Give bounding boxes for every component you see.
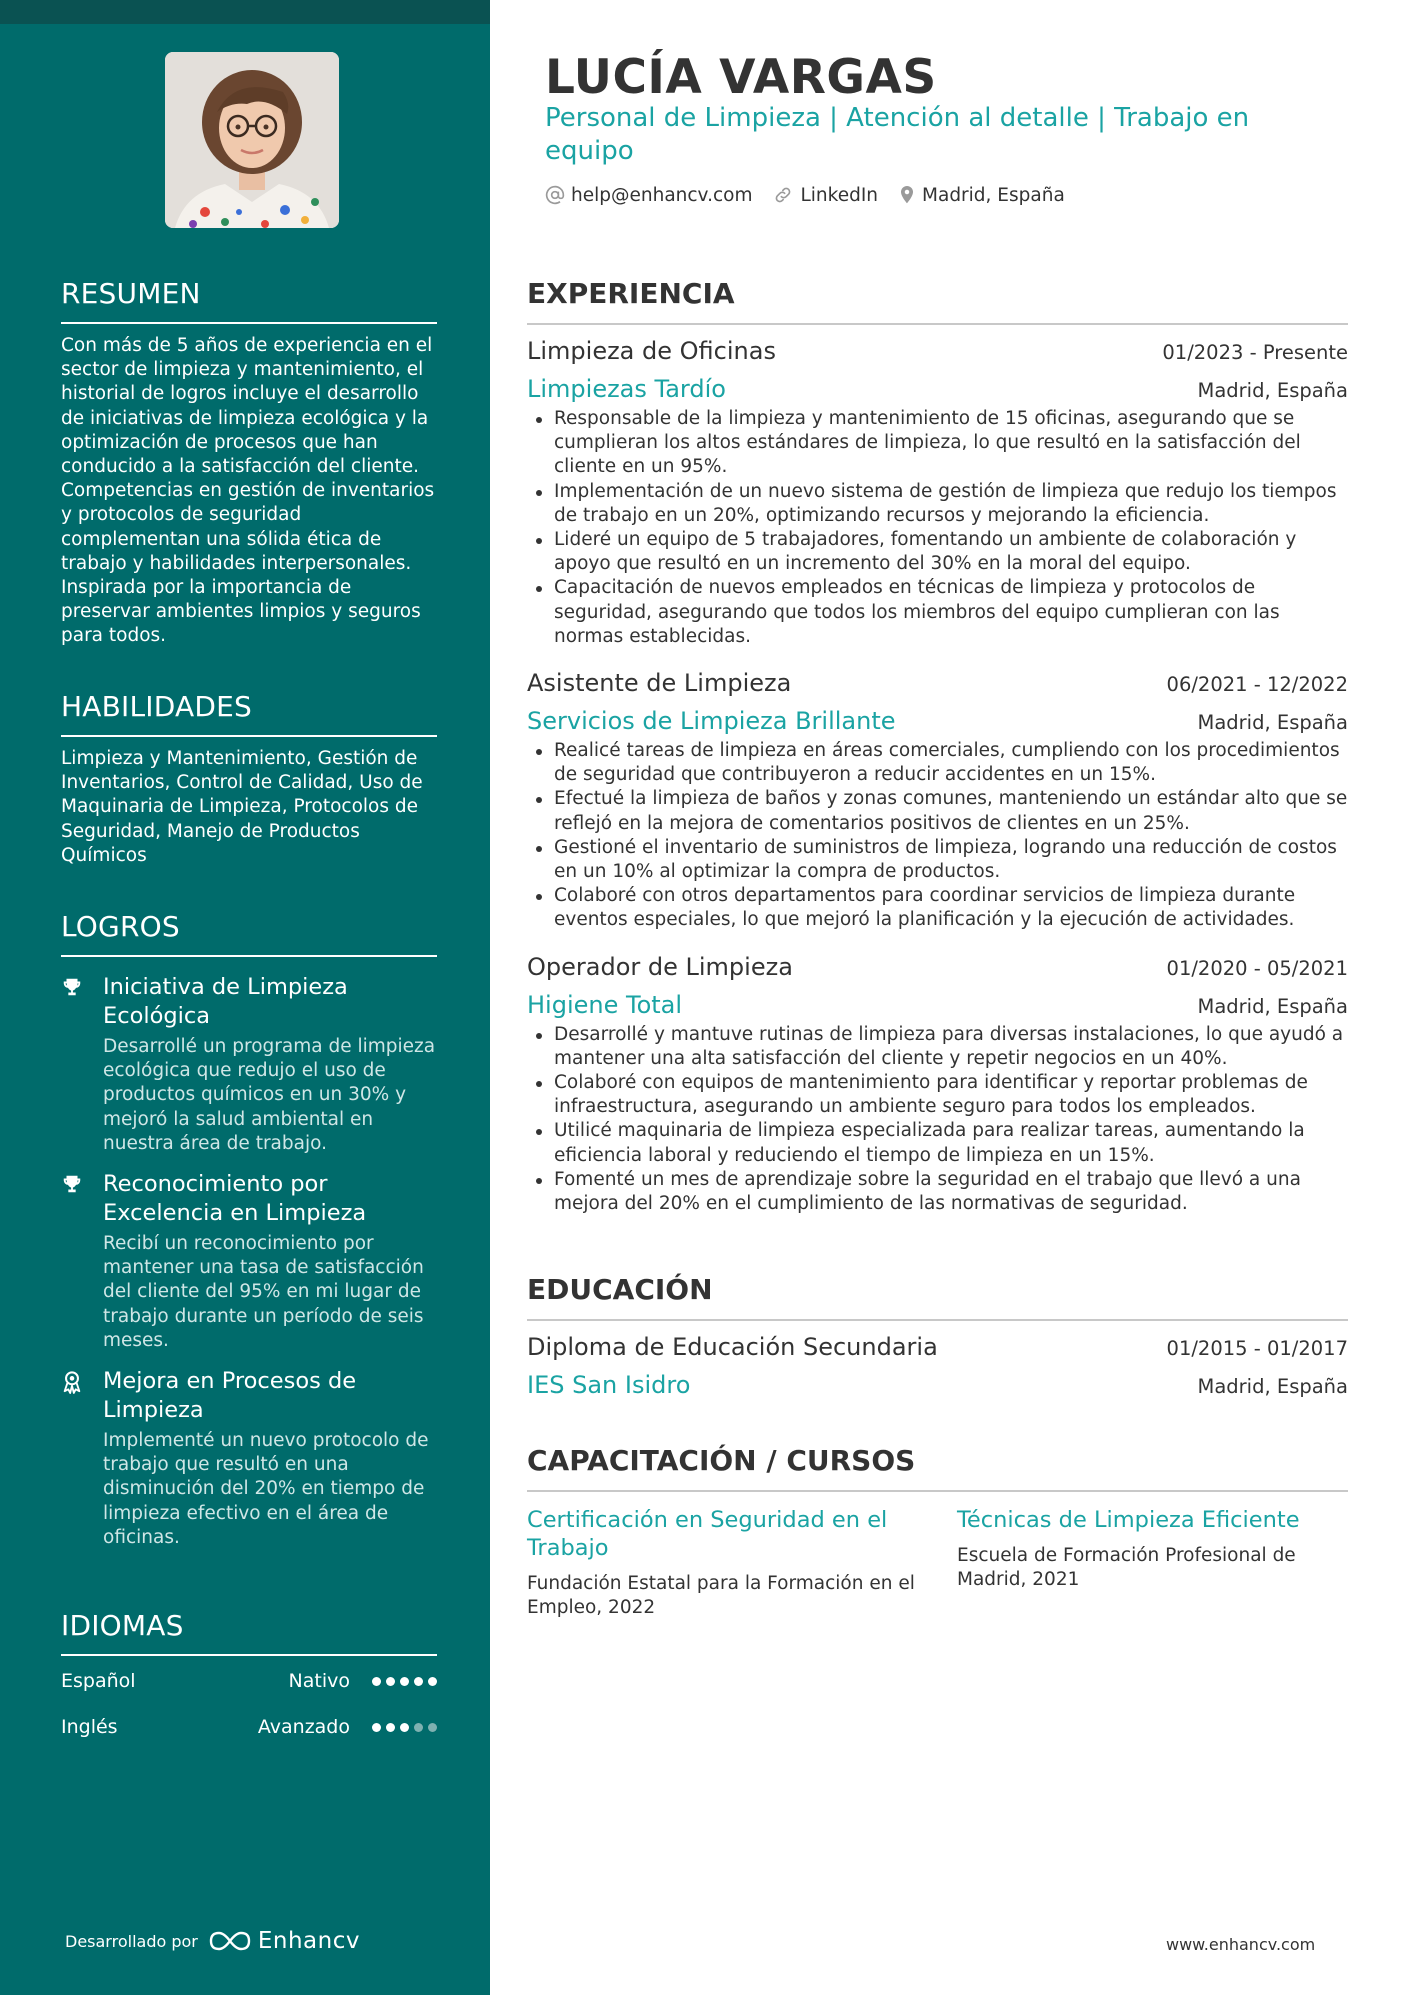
contact-location-text: Madrid, España bbox=[922, 184, 1065, 206]
job-entry bbox=[527, 337, 1348, 649]
language-row bbox=[61, 1658, 437, 1704]
enhancv-logo[interactable] bbox=[208, 1928, 360, 1954]
training-heading: CAPACITACIÓN / CURSOS bbox=[527, 1444, 1348, 1492]
powered-by bbox=[65, 1928, 360, 1954]
training-desc: Escuela de Formación Profesional de Madrid, 2021 bbox=[957, 1545, 1296, 1591]
achievement-item bbox=[61, 1367, 437, 1550]
rating-dot-filled bbox=[428, 1677, 437, 1686]
location-pin-icon bbox=[898, 184, 916, 206]
job-bullet: Utilicé maquinaria de limpieza especializada para realizar tareas, aumentando la eficiencia laboral y reduciendo el tiempo de limpieza en un 15%. bbox=[527, 1119, 1348, 1167]
languages-section bbox=[61, 1609, 437, 1750]
job-bullet: Responsable de la limpieza y mantenimiento de 15 oficinas, asegurando que se cumplieran los altos estándares de limpieza, lo que resultó en la satisfacción del cliente en un 95%. bbox=[527, 407, 1348, 480]
achievement-title: Iniciativa de Limpieza Ecológica bbox=[103, 974, 348, 1029]
job-title: Operador de Limpieza bbox=[527, 952, 793, 981]
job-date: 01/2020 - 05/2021 bbox=[1166, 956, 1348, 980]
rating-dot-filled bbox=[386, 1677, 395, 1686]
training-list bbox=[527, 1506, 1348, 1620]
rating-dot-filled bbox=[372, 1677, 381, 1686]
sidebar bbox=[0, 0, 490, 1995]
powered-by-label: Desarrollado por bbox=[65, 1931, 198, 1951]
training-title: Certificación en Seguridad en el Trabajo bbox=[527, 1507, 888, 1561]
rating-dot-empty bbox=[414, 1723, 423, 1732]
training-item bbox=[527, 1506, 957, 1620]
award-ribbon-icon bbox=[61, 1367, 103, 1550]
enhancv-wordmark: Enhancv bbox=[257, 1928, 360, 1954]
language-name: Inglés bbox=[61, 1716, 118, 1738]
languages-heading: IDIOMAS bbox=[61, 1609, 437, 1656]
candidate-name: LUCÍA VARGAS bbox=[545, 50, 937, 105]
sidebar-top-bar bbox=[0, 0, 490, 24]
job-bullets bbox=[527, 739, 1348, 933]
summary-text: Con más de 5 años de experiencia en el sector de limpieza y mantenimiento, el historial de logros incluye el desarrollo de iniciativas de limpieza ecológica y la optimización de procesos que han conducido a la satisfacción del cliente. Competencias en gestión de inventarios y protocolos de seguridad complementan una sólida ética de trabajo y habilidades interpersonales. Inspirada por la importancia de preservar ambientes limpios y seguros para todos. bbox=[61, 335, 435, 647]
summary-section bbox=[61, 277, 437, 649]
rating-dot-filled bbox=[386, 1723, 395, 1732]
candidate-tagline: Personal de Limpieza | Atención al detalle | Trabajo en equipo bbox=[545, 103, 1250, 166]
education-section bbox=[527, 1273, 1348, 1399]
job-title: Limpieza de Oficinas bbox=[527, 337, 776, 365]
skills-section bbox=[61, 690, 437, 868]
training-desc: Fundación Estatal para la Formación en el Empleo, 2022 bbox=[527, 1573, 915, 1619]
rating-dot-filled bbox=[414, 1677, 423, 1686]
experience-section bbox=[527, 277, 1348, 1216]
training-title: Técnicas de Limpieza Eficiente bbox=[957, 1507, 1300, 1533]
training-item bbox=[957, 1506, 1348, 1620]
job-bullet: Implementación de un nuevo sistema de gestión de limpieza que redujo los tiempos de trabajo en un 20%, optimizando recursos y mejorando la eficiencia. bbox=[527, 480, 1348, 528]
contact-linkedin-text: LinkedIn bbox=[800, 184, 879, 206]
achievement-desc: Recibí un reconocimiento por mantener una tasa de satisfacción del cliente del 95% en mi lugar de trabajo durante un período de seis meses. bbox=[103, 1233, 424, 1351]
contact-location bbox=[898, 184, 1065, 206]
language-name: Español bbox=[61, 1670, 136, 1692]
infinity-logo-icon bbox=[208, 1929, 252, 1953]
job-bullet: Desarrollé y mantuve rutinas de limpieza para diversas instalaciones, lo que ayudó a mantener una alta satisfacción del cliente y repetir negocios en un 40%. bbox=[527, 1023, 1348, 1071]
footer-url[interactable]: www.enhancv.com bbox=[1166, 1935, 1316, 1954]
achievement-title: Mejora en Procesos de Limpieza bbox=[103, 1368, 357, 1424]
job-bullet: Fomenté un mes de aprendizaje sobre la seguridad en el trabajo que llevó a una mejora del 20% en el cumplimiento de las normativas de seguridad. bbox=[527, 1168, 1348, 1216]
job-bullets bbox=[527, 1023, 1348, 1217]
training-section bbox=[527, 1444, 1348, 1620]
rating-dot-filled bbox=[400, 1723, 409, 1732]
language-rating bbox=[372, 1677, 437, 1686]
job-bullet: Gestioné el inventario de suministros de limpieza, logrando una reducción de costos en un 10% al optimizar la compra de productos. bbox=[527, 836, 1348, 884]
job-entry bbox=[527, 669, 1348, 933]
job-bullet: Colaboré con otros departamentos para coordinar servicios de limpieza durante eventos especiales, lo que mejoró la planificación y la ejecución de actividades. bbox=[527, 884, 1348, 932]
language-row bbox=[61, 1704, 437, 1750]
profile-photo bbox=[165, 52, 339, 228]
job-company: Higiene Total bbox=[527, 990, 683, 1019]
job-location: Madrid, España bbox=[1197, 994, 1348, 1018]
job-company: Servicios de Limpieza Brillante bbox=[527, 707, 896, 736]
job-bullet: Capacitación de nuevos empleados en técnicas de limpieza y protocolos de seguridad, asegurando que todos los miembros del equipo cumplieran con las normas establecidas. bbox=[527, 576, 1348, 649]
job-bullet: Lideré un equipo de 5 trabajadores, fomentando un ambiente de colaboración y apoyo que resultó en un incremento del 30% en la moral del equipo. bbox=[527, 528, 1348, 576]
education-location: Madrid, España bbox=[1197, 1375, 1348, 1398]
summary-heading: RESUMEN bbox=[61, 277, 437, 324]
job-bullet: Colaboré con equipos de mantenimiento para identificar y reportar problemas de infraestructura, asegurando un ambiente seguro para todos los empleados. bbox=[527, 1071, 1348, 1119]
achievement-desc: Implementé un nuevo protocolo de trabajo que resultó en una disminución del 20% en tiempo de limpieza efectivo en el área de oficinas. bbox=[103, 1430, 429, 1548]
language-level: Avanzado bbox=[257, 1716, 350, 1738]
job-date: 01/2023 - Presente bbox=[1162, 341, 1348, 364]
education-school: IES San Isidro bbox=[527, 1371, 691, 1399]
education-date: 01/2015 - 01/2017 bbox=[1166, 1337, 1348, 1360]
trophy-icon bbox=[61, 973, 103, 1156]
achievements-heading: LOGROS bbox=[61, 910, 437, 957]
contact-linkedin[interactable] bbox=[772, 185, 878, 206]
skills-heading: HABILIDADES bbox=[61, 690, 437, 737]
achievement-item bbox=[61, 973, 437, 1156]
achievement-desc: Desarrollé un programa de limpieza ecológica que redujo el uso de productos químicos en un 30% y mejoró la salud ambiental en nuestra área de trabajo. bbox=[103, 1036, 436, 1154]
language-rating bbox=[372, 1723, 437, 1732]
link-icon bbox=[772, 185, 794, 205]
job-company: Limpiezas Tardío bbox=[527, 375, 726, 403]
rating-dot-filled bbox=[400, 1677, 409, 1686]
job-date: 06/2021 - 12/2022 bbox=[1166, 673, 1348, 697]
job-title: Asistente de Limpieza bbox=[527, 669, 792, 698]
education-heading: EDUCACIÓN bbox=[527, 1273, 1348, 1321]
education-degree: Diploma de Educación Secundaria bbox=[527, 1333, 938, 1361]
achievement-title: Reconocimiento por Excelencia en Limpieza bbox=[103, 1171, 367, 1227]
achievement-item bbox=[61, 1170, 437, 1353]
at-icon bbox=[545, 185, 565, 205]
rating-dot-filled bbox=[372, 1723, 381, 1732]
job-bullet: Realicé tareas de limpieza en áreas comerciales, cumpliendo con los procedimientos de seguridad que contribuyeron a reducir accidentes en un 15%. bbox=[527, 739, 1348, 787]
contact-email-text: help@enhancv.com bbox=[571, 184, 753, 206]
job-location: Madrid, España bbox=[1197, 711, 1348, 735]
language-level: Nativo bbox=[288, 1670, 350, 1692]
contact-email[interactable] bbox=[545, 185, 752, 206]
achievements-section bbox=[61, 910, 437, 1550]
experience-heading: EXPERIENCIA bbox=[527, 277, 1348, 325]
job-bullets bbox=[527, 407, 1348, 649]
contact-bar bbox=[545, 184, 1085, 206]
education-entry bbox=[527, 1333, 1348, 1399]
rating-dot-empty bbox=[428, 1723, 437, 1732]
trophy-icon bbox=[61, 1170, 103, 1353]
skills-text: Limpieza y Mantenimiento, Gestión de Inventarios, Control de Calidad, Uso de Maquinaria de Limpieza, Protocolos de Seguridad, Manejo de Productos Químicos bbox=[61, 748, 423, 866]
job-location: Madrid, España bbox=[1197, 379, 1348, 402]
job-bullet: Efectué la limpieza de baños y zonas comunes, manteniendo un estándar alto que se reflejó en la mejora de comentarios positivos de clientes en un 25%. bbox=[527, 787, 1348, 835]
job-entry bbox=[527, 953, 1348, 1217]
